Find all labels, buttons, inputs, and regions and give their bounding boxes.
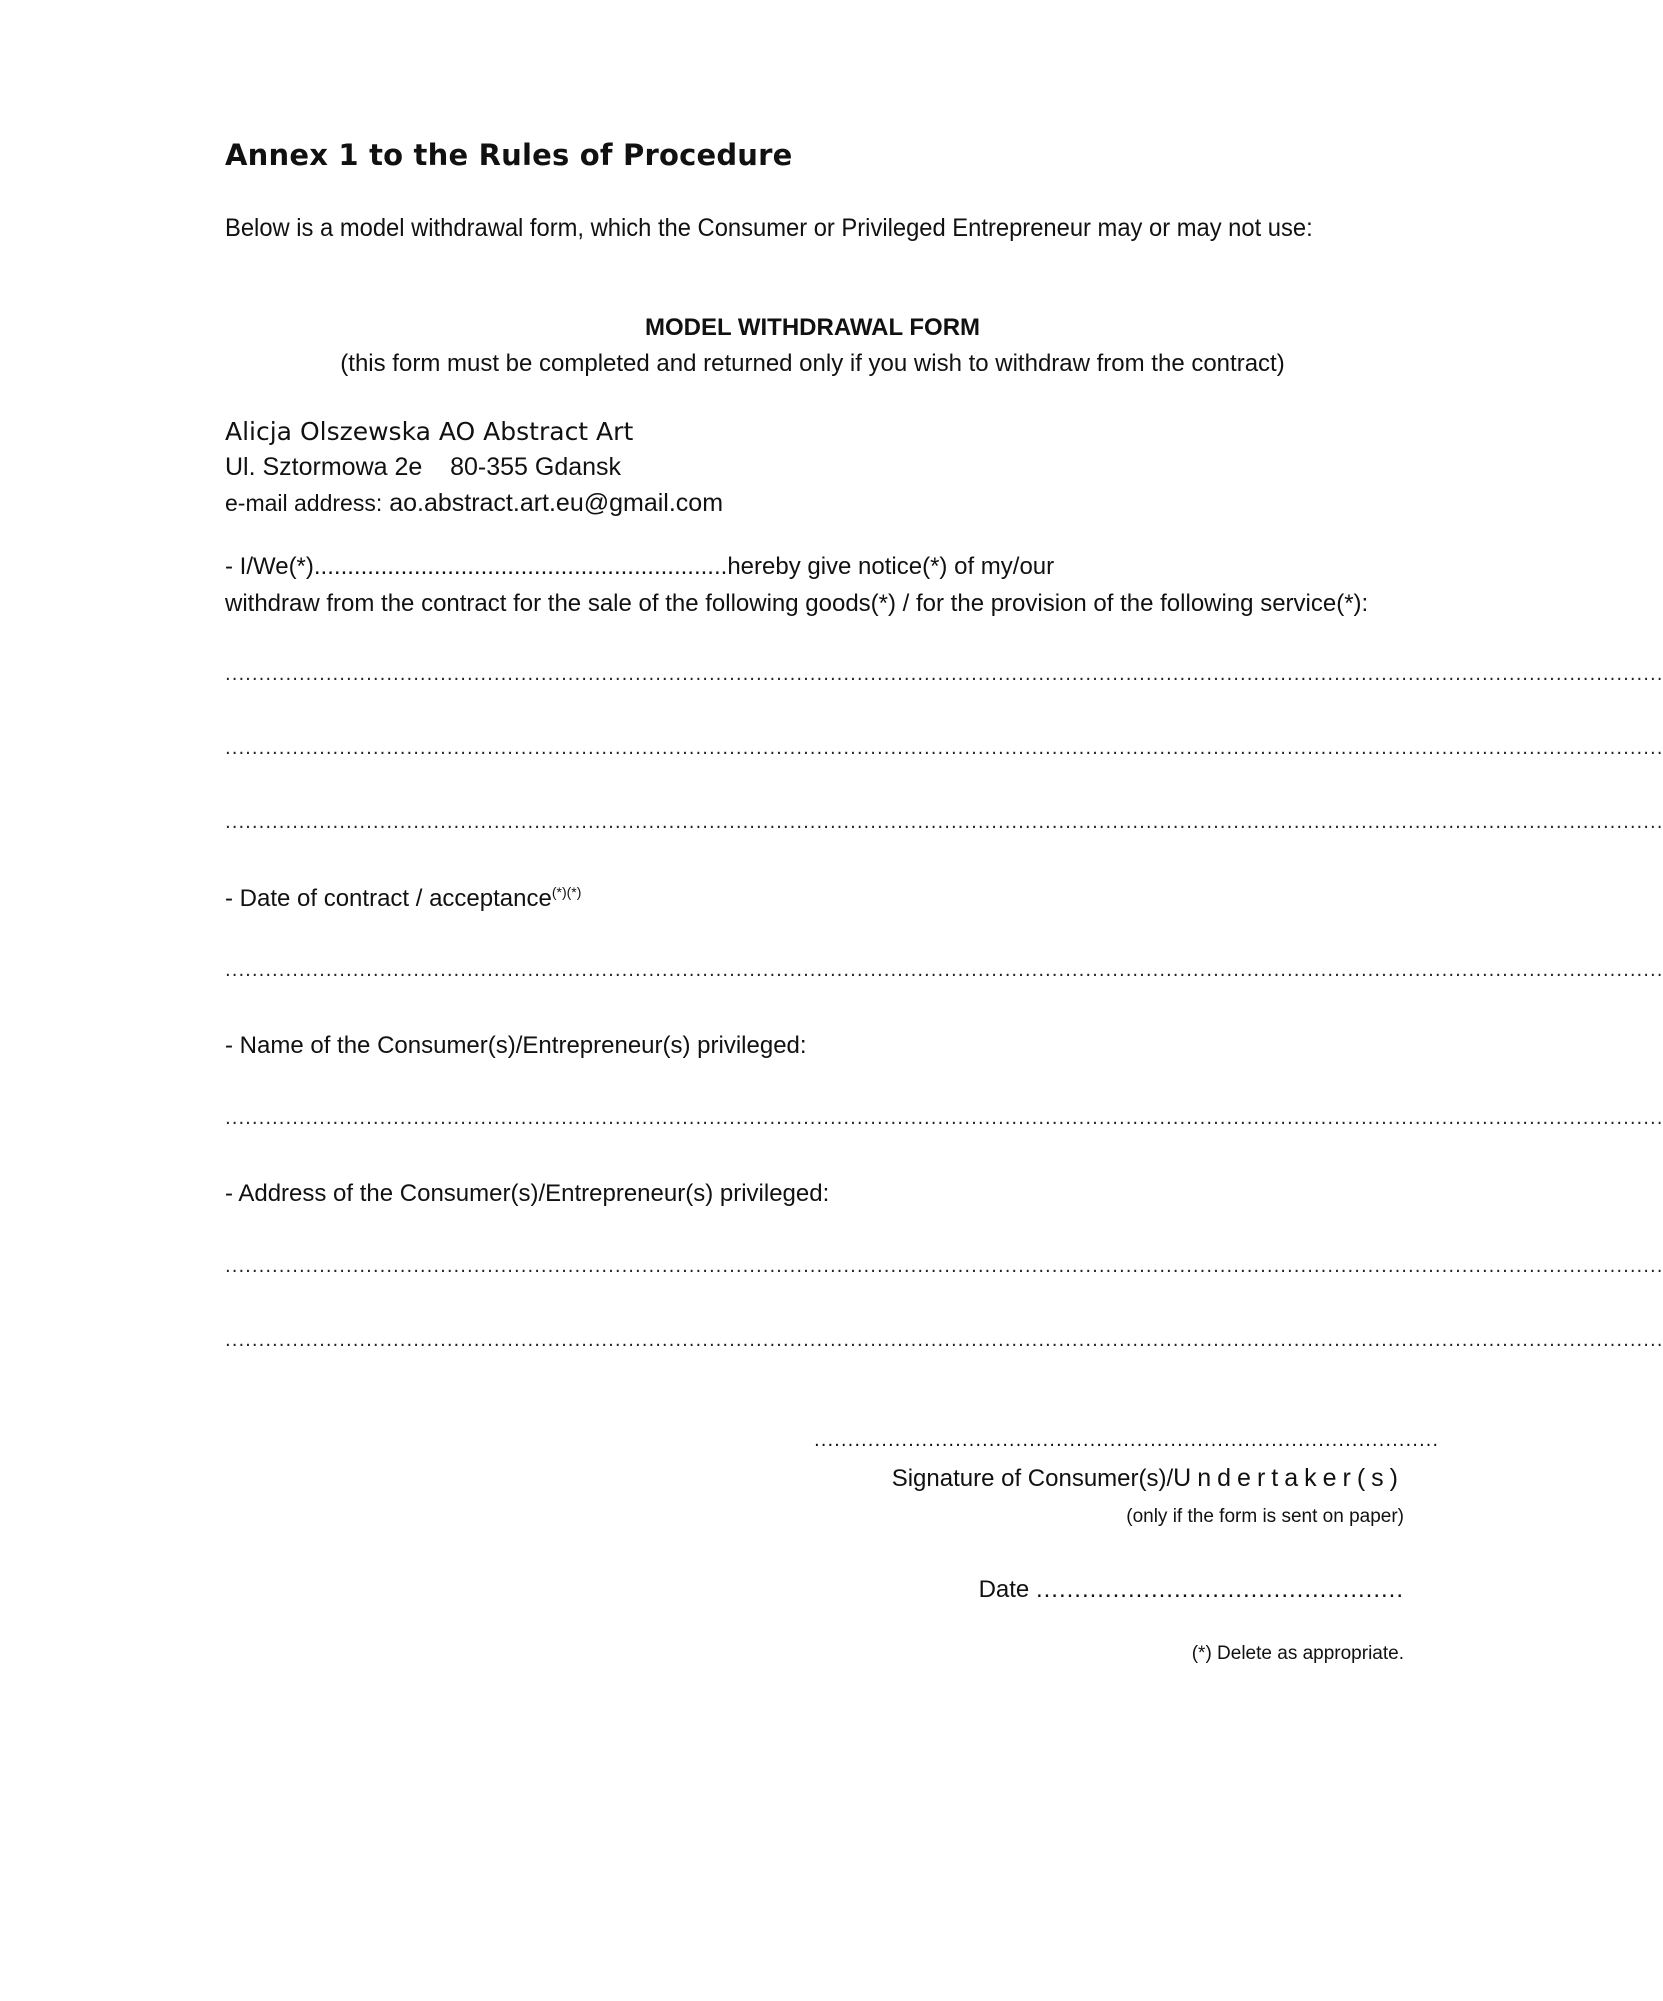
company-email-row [225,489,723,518]
signature-note: (only if the form is sent on paper) [1126,1506,1404,1527]
consumer-address-fill-line-1: ...................................................................................................................................................................................................................... [225,1256,1663,1277]
date-of-contract-label [225,884,581,913]
date-of-contract-text: - Date of contract / acceptance [225,885,552,912]
signature-label-spaced: Undertaker(s) [1173,1464,1404,1492]
date-fill-line: ...................................................................................................................................................................................................................... [225,960,1663,981]
intro-text: Below is a model withdrawal form, which the Consumer or Privileged Entrepreneur may or may not use: [225,214,1313,242]
signature-label [892,1464,1404,1493]
notice-dots: .............................................................. [313,553,728,580]
date-field [979,1576,1404,1604]
date-field-dots: ................................................ [1035,1576,1404,1603]
form-title: MODEL WITHDRAWAL FORM [644,314,981,341]
consumer-name-fill-line: ...................................................................................................................................................................................................................... [225,1108,1663,1129]
notice-suffix: hereby give notice(*) of my/our [727,553,1055,580]
company-address [225,453,621,482]
date-of-contract-footnote-marker: (*)(*) [551,884,582,900]
company-street: Ul. Sztormowa 2e [225,453,423,481]
form-subtitle: (this form must be completed and returned only if you wish to withdraw from the contract) [340,350,1285,377]
company-postcode-city: 80-355 Gdansk [450,453,622,481]
page-title: Annex 1 to the Rules of Procedure [225,138,793,172]
notice-line-1 [225,553,1054,581]
notice-prefix: - I/We(*) [225,553,314,580]
date-field-label: Date [978,1576,1030,1603]
consumer-address-fill-line-2: ...................................................................................................................................................................................................................... [225,1330,1663,1351]
email-label: e-mail address: [225,490,383,516]
footnote: (*) Delete as appropriate. [1191,1643,1404,1664]
company-email: ao.abstract.art.eu@gmail.com [389,489,724,517]
consumer-name-label: - Name of the Consumer(s)/Entrepreneur(s) privileged: [225,1032,807,1059]
goods-fill-line-2: ...................................................................................................................................................................................................................... [225,738,1663,759]
goods-fill-line-1: ...................................................................................................................................................................................................................... [225,664,1663,685]
goods-fill-line-3: ...................................................................................................................................................................................................................... [225,812,1663,833]
signature-label-text: Signature of Consumer(s)/ [891,1465,1174,1492]
company-name: Alicja Olszewska AO Abstract Art [225,417,634,446]
consumer-address-label: - Address of the Consumer(s)/Entrepreneur(s) privileged: [225,1180,830,1207]
notice-line-2: withdraw from the contract for the sale of the following goods(*) / for the provision of the following service(*): [225,590,1369,617]
signature-line: ............................................................................................. [814,1430,1440,1451]
